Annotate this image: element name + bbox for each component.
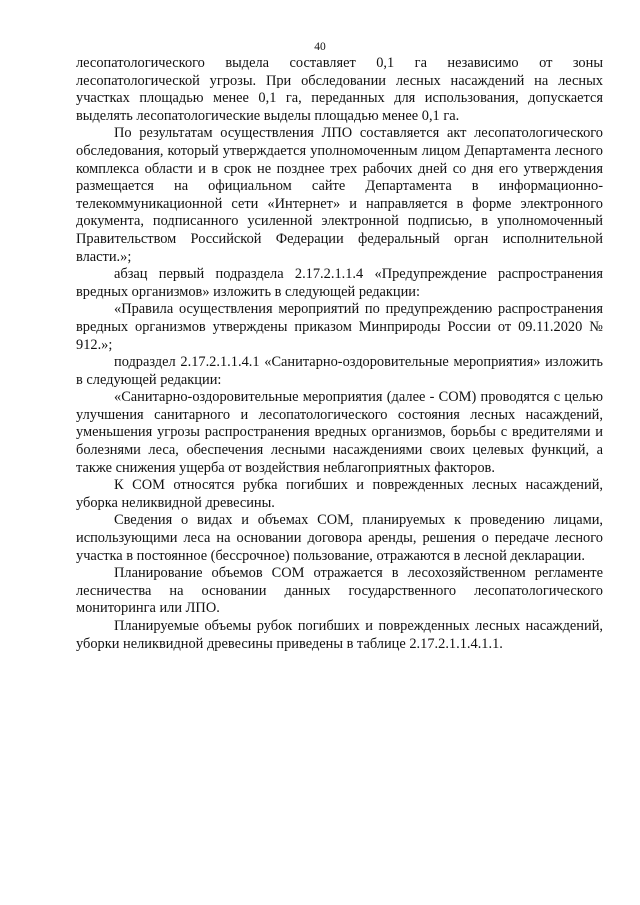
page-number: 40 xyxy=(314,41,326,53)
paragraph-continuation: лесопатологического выдела составляет 0,1 га независимо от зоны лесопатологической угрозы. При обследовании лесных насаждений на лесных участках площадью менее 0,1 га, переданных для использования, допускается выделять лесопатологические выделы площадью менее 0,1 га. xyxy=(76,55,603,124)
paragraph-prevention-rules: «Правила осуществления мероприятий по предупреждению распространения вредных организмов утверждены приказом Минприроды России от 09.11.2020 № 912.»; xyxy=(76,301,603,353)
paragraph-act-approval: По результатам осуществления ЛПО составляется акт лесопатологического обследования, который утверждается уполномоченным лицом Департамента лесного комплекса области и в срок не позднее трех рабочих дней со дня его утверждения размещается на официальном сайте Департамента в информационно-телекоммуникационной сети «Интернет» и направляется в форме электронного документа, подписанного усиленной электронной подписью, в уполномоченный Правительством Российской Федерации федеральный орган исполнительной власти.»; xyxy=(76,125,603,265)
paragraph-som-planning: Планирование объемов СОМ отражается в лесохозяйственном регламенте лесничества на основании данных государственного лесопатологического мониторинга или ЛПО. xyxy=(76,565,603,617)
paragraph-som-declaration: Сведения о видах и объемах СОМ, планируемых к проведению лицами, использующими леса на основании договора аренды, решения о передаче лесного участка в постоянное (бессрочное) пользование, отражаются в лесной декларации. xyxy=(76,512,603,564)
paragraph-som-definition: «Санитарно-оздоровительные мероприятия (далее - СОМ) проводятся с целью улучшения санитарного и лесопатологического состояния лесных насаждений, уменьшения угрозы распространения вредных организмов, борьбы с вредителями и болезнями леса, обеспечения лесными насаждениями своих целевых функций, а также снижения ущерба от воздействия неблагоприятных факторов. xyxy=(76,389,603,476)
document-body xyxy=(76,55,603,653)
paragraph-som-includes: К СОМ относятся рубка погибших и поврежденных лесных насаждений, уборка неликвидной древесины. xyxy=(76,477,603,511)
paragraph-amendment-intro-som: подраздел 2.17.2.1.1.4.1 «Санитарно-оздоровительные мероприятия» изложить в следующей редакции: xyxy=(76,354,603,388)
paragraph-planned-volumes: Планируемые объемы рубок погибших и поврежденных лесных насаждений, уборки неликвидной древесины приведены в таблице 2.17.2.1.1.4.1.1. xyxy=(76,618,603,652)
paragraph-amendment-intro-prevention: абзац первый подраздела 2.17.2.1.1.4 «Предупреждение распространения вредных организмов» изложить в следующей редакции: xyxy=(76,266,603,300)
